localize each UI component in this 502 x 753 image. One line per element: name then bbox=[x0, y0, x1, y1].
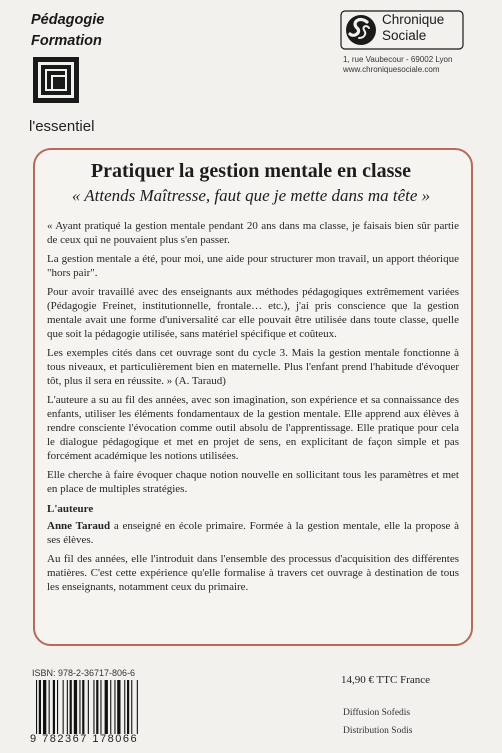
book-quote: « Attends Maîtresse, faut que je mette dans ma tête » bbox=[71, 186, 431, 205]
collection-label bbox=[31, 10, 104, 52]
barcode-icon bbox=[32, 680, 170, 734]
collection-line1: Pédagogie bbox=[31, 12, 105, 28]
diffusion-label: Diffusion Sofedis bbox=[343, 708, 411, 718]
author-name: Anne Taraud bbox=[47, 520, 111, 532]
paragraph: « Ayant pratiqué la gestion mentale pendant 20 ans dans ma classe, je faisais bien sûr partie de ceux qui ne pouvaient plus s'en passer. bbox=[47, 220, 459, 246]
back-cover-text bbox=[47, 219, 459, 599]
author-paragraph bbox=[47, 519, 459, 547]
publisher-name-line2: Sociale bbox=[382, 28, 427, 43]
book-title: Pratiquer la gestion mentale en classe bbox=[90, 160, 412, 182]
paragraph: Pour avoir travaillé avec des enseignants aux méthodes pédagogiques extrêmement variées (Pédagogie Freinet, institutionnelle, frontale… etc.), j'ai pris conscience que la gestion mentale avait une forme d'universalité car elle pouvait être utilisée dans toute classe, quelle que soit la pédagogie utilisée, sans matériel spécifique et coûteux. bbox=[47, 286, 459, 340]
distribution-label: Distribution Sodis bbox=[343, 726, 413, 736]
author-paragraph-2: Au fil des années, elle l'introduit dans l'ensemble des processus d'acquisition des différentes matières. C'est cette expérience qu'elle formalise à travers cet ouvrage à destination de tous les enseignants, notamment ceux du primaire. bbox=[47, 553, 459, 593]
isbn-label: ISBN: 978-2-36717-806-6 bbox=[32, 668, 136, 678]
paragraph: La gestion mentale a été, pour moi, une aide pour structurer mon travail, un apport théorique "hors pair". bbox=[47, 253, 459, 279]
collection-line2: Formation bbox=[31, 33, 102, 49]
publisher-website: www.chroniquesociale.com bbox=[343, 65, 440, 74]
publisher-contact bbox=[343, 55, 452, 75]
publisher-address: 1, rue Vaubecour - 69002 Lyon bbox=[343, 55, 453, 64]
price-label: 14,90 € TTC France bbox=[341, 674, 431, 686]
paragraph: L'auteure a su au fil des années, avec son imagination, son expérience et sa connaissance des enfants, utiliser les éléments fondamentaux de la gestion mentale. Elle apprend aux élèves à rendre consciente l'évocation comme outil absolu de l'apprentissage. Elle pratique pour cela le dialogue pédagogique et met en projet de sens, en explicitant de façon simple et pas forcément académique les notions utilisées. bbox=[47, 394, 459, 462]
paragraph: Les exemples cités dans cet ouvrage sont du cycle 3. Mais la gestion mentale fonctionne à tous niveaux, et particulièrement bien en maternelle. Plus l'enfant prend l'habitude d'évoquer tôt, plus il sera en réussite. » (A. Taraud) bbox=[47, 347, 459, 387]
author-text: a enseigné en école primaire. Formée à la gestion mentale, elle la propose à ses élèves. bbox=[47, 520, 460, 546]
publisher-name bbox=[382, 12, 444, 44]
collection-logo-icon bbox=[33, 57, 79, 103]
series-name: l'essentiel bbox=[29, 118, 95, 135]
barcode-digits: 9 782367 178066 bbox=[30, 733, 139, 745]
publisher-name-line1: Chronique bbox=[382, 12, 445, 27]
paragraph: Elle cherche à faire évoquer chaque notion nouvelle en sollicitant tous les paramètres et met en place de multiples stratégies. bbox=[47, 469, 459, 495]
author-heading: L'auteure bbox=[47, 503, 94, 515]
